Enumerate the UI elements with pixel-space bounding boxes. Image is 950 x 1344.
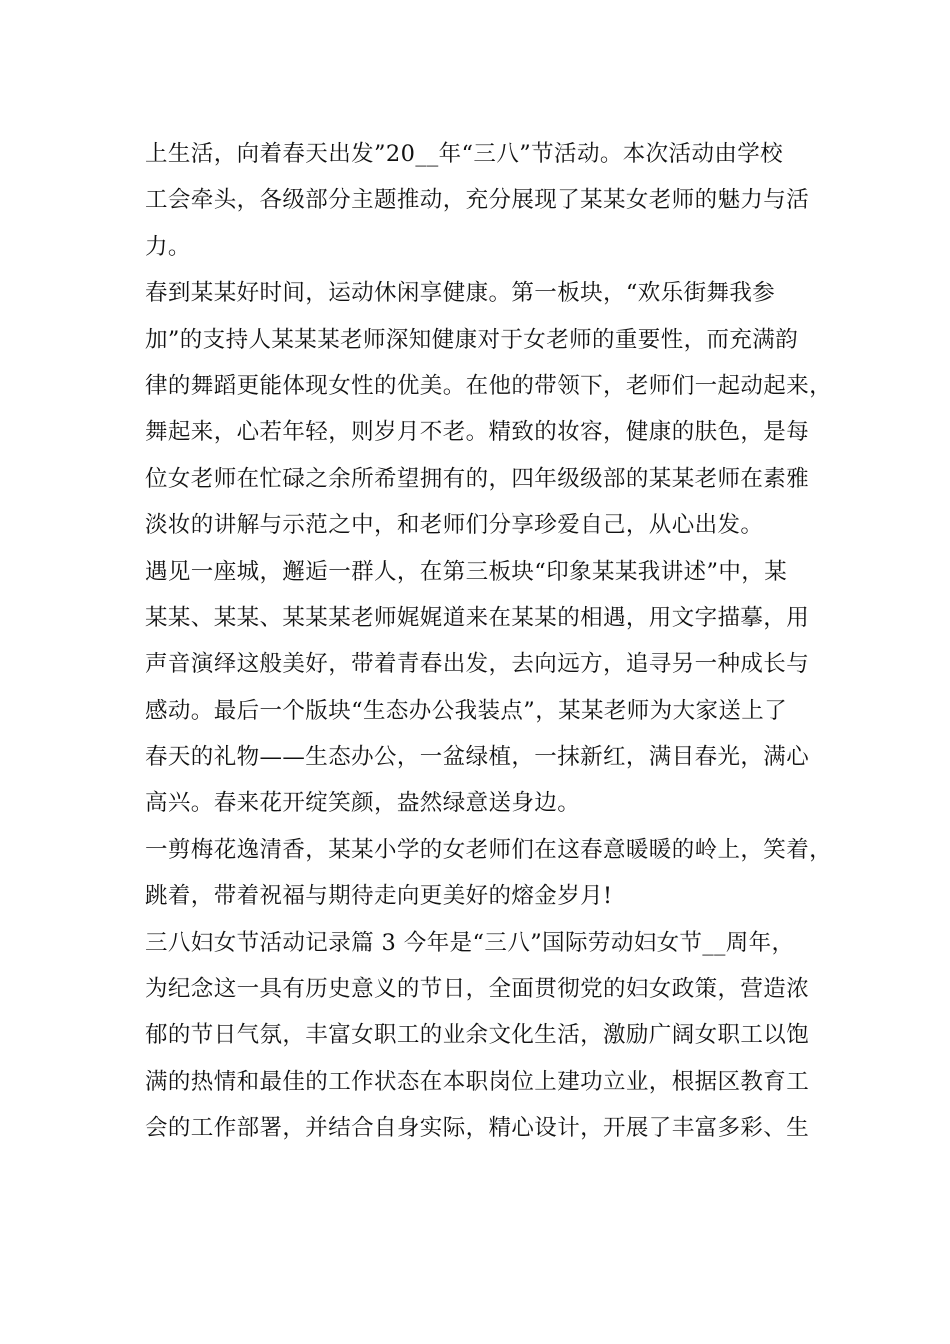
text-line: 律的舞蹈更能体现女性的优美。在他的带领下，老师们一起动起来， [145, 372, 833, 399]
text-line: 春到某某好时间，运动休闲享健康。第一板块，“欢乐街舞我参 [145, 280, 776, 307]
text-line: 某某、某某、某某某老师娓娓道来在某某的相遇，用文字描摹，用 [145, 604, 810, 631]
text-line: 淡妆的讲解与示范之中，和老师们分享珍爱自己，从心出发。 [145, 512, 764, 539]
text-line: 舞起来，心若年轻，则岁月不老。精致的妆容，健康的肤色，是每 [145, 419, 810, 446]
text-line: 上生活，向着春天出发”20__年“三八”节活动。本次活动由学校 [145, 141, 784, 167]
text-line: 会的工作部署，并结合自身实际，精心设计，开展了丰富多彩、生 [145, 1115, 810, 1142]
text-line: 高兴。春来花开绽笑颜，盎然绿意送身边。 [145, 790, 581, 817]
text-line: 工会牵头，各级部分主题推动，充分展现了某某女老师的魅力与活 [145, 187, 810, 214]
text-line: 春天的礼物——生态办公，一盆绿植，一抹新红，满目春光，满心 [145, 744, 810, 771]
text-line: 郁的节日气氛，丰富女职工的业余文化生活，激励广阔女职工以饱 [145, 1022, 810, 1049]
body-text [145, 131, 845, 1152]
text-line: 位女老师在忙碌之余所希望拥有的，四年级级部的某某老师在素雅 [145, 465, 810, 492]
text-line: 力。 [145, 233, 191, 260]
text-line: 满的热情和最佳的工作状态在本职岗位上建功立业，根据区教育工 [145, 1068, 810, 1095]
text-line: 遇见一座城，邂逅一群人，在第三板块“印象某某我讲述”中，某 [145, 558, 788, 585]
text-line: 加”的支持人某某某老师深知健康对于女老师的重要性，而充满韵 [145, 326, 799, 353]
text-line: 为纪念这一具有历史意义的节日，全面贯彻党的妇女政策，营造浓 [145, 976, 810, 1003]
text-line: 三八妇女节活动记录篇 3 今年是“三八”国际劳动妇女节__周年， [145, 929, 795, 956]
text-line: 感动。最后一个版块“生态办公我装点”，某某老师为大家送上了 [145, 697, 788, 724]
text-line: 跳着，带着祝福与期待走向更美好的熔金岁月! [145, 883, 613, 910]
text-line: 声音演绎这般美好，带着青春出发，去向远方，追寻另一种成长与 [145, 651, 810, 678]
text-line: 一剪梅花逸清香，某某小学的女老师们在这春意暖暖的岭上，笑着， [145, 836, 833, 863]
